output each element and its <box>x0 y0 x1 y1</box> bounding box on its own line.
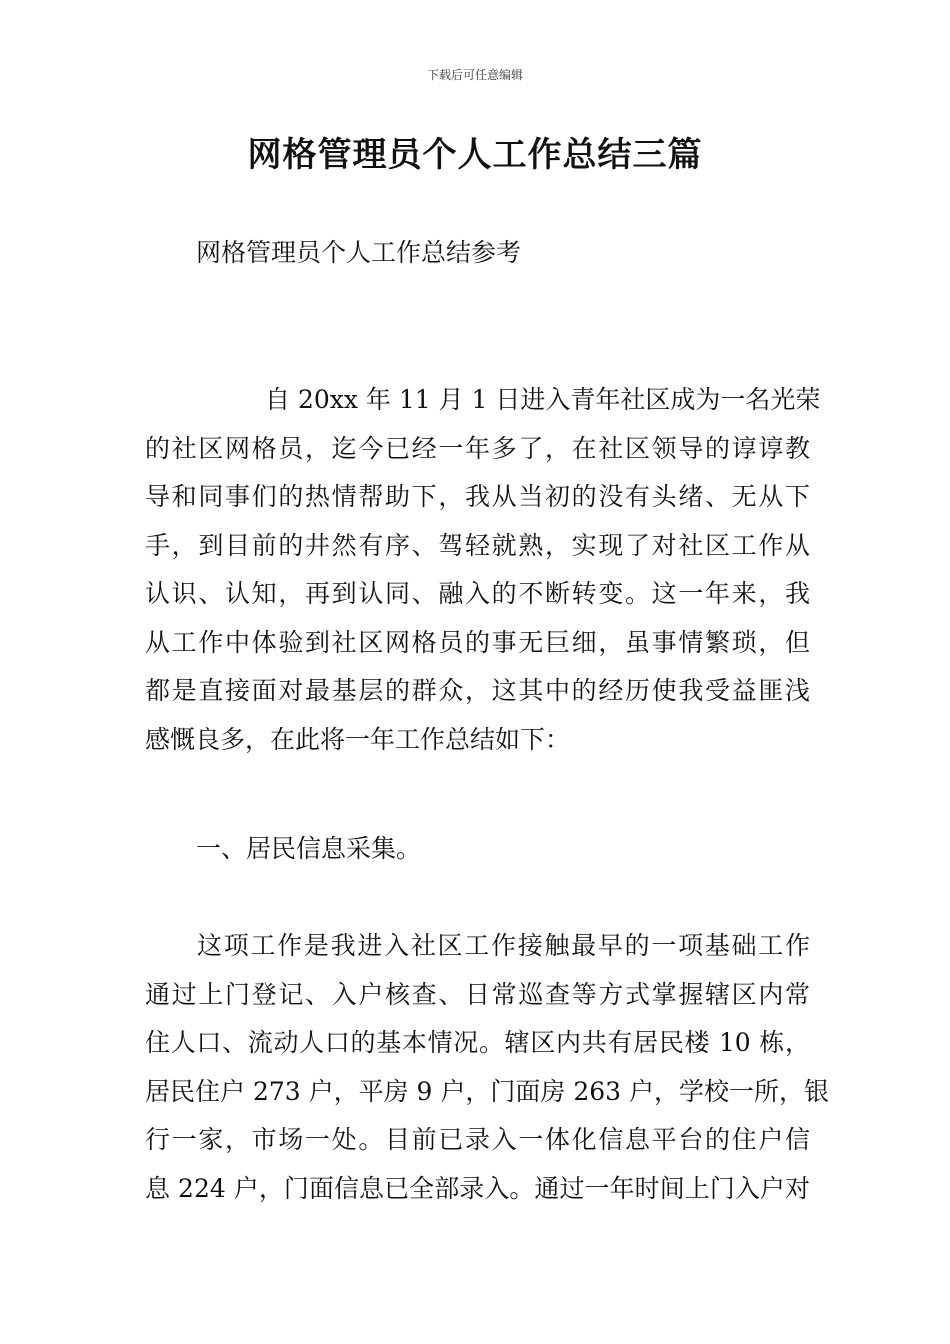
paragraph-line: 自 20xx 年 11 月 1 日进入青年社区成为一名光荣 <box>265 385 821 414</box>
paragraph-line: 都是直接面对最基层的群众，这其中的经历使我受益匪浅 <box>145 676 810 705</box>
header-note: 下载后可任意编辑 <box>426 68 523 82</box>
document-subtitle: 网格管理员个人工作总结参考 <box>196 238 522 267</box>
paragraph-line: 息 224 户，门面信息已全部录入。通过一年时间上门入户对 <box>145 1173 810 1203</box>
paragraph-intro <box>145 376 821 764</box>
paragraph-section1 <box>145 922 830 1213</box>
paragraph-line: 认识、认知，再到认同、融入的不断转变。这一年来，我 <box>145 579 810 608</box>
paragraph-line: 导和同事们的热情帮助下，我从当初的没有头绪、无从下 <box>145 482 810 511</box>
paragraph-line: 感慨良多，在此将一年工作总结如下： <box>145 724 571 754</box>
paragraph-line: 这项工作是我进入社区工作接触最早的一项基础工作 <box>197 931 810 960</box>
section-heading: 一、居民信息采集。 <box>196 834 422 863</box>
paragraph-line: 居民住户 273 户，平房 9 户，门面房 263 户，学校一所，银 <box>145 1076 830 1106</box>
document-title: 网格管理员个人工作总结三篇 <box>247 135 703 175</box>
paragraph-line: 通过上门登记、入户核查、日常巡查等方式掌握辖区内常 <box>145 979 810 1009</box>
paragraph-line: 行一家，市场一处。目前已录入一体化信息平台的住户信 <box>145 1125 810 1154</box>
paragraph-line: 手，到目前的井然有序、驾轻就熟，实现了对社区工作从 <box>145 530 810 560</box>
paragraph-line: 的社区网格员，迄今已经一年多了，在社区领导的谆谆教 <box>145 433 810 463</box>
paragraph-line: 从工作中体验到社区网格员的事无巨细，虽事情繁琐，但 <box>145 627 810 657</box>
paragraph-line: 住人口、流动人口的基本情况。辖区内共有居民楼 10 栋， <box>145 1028 810 1057</box>
